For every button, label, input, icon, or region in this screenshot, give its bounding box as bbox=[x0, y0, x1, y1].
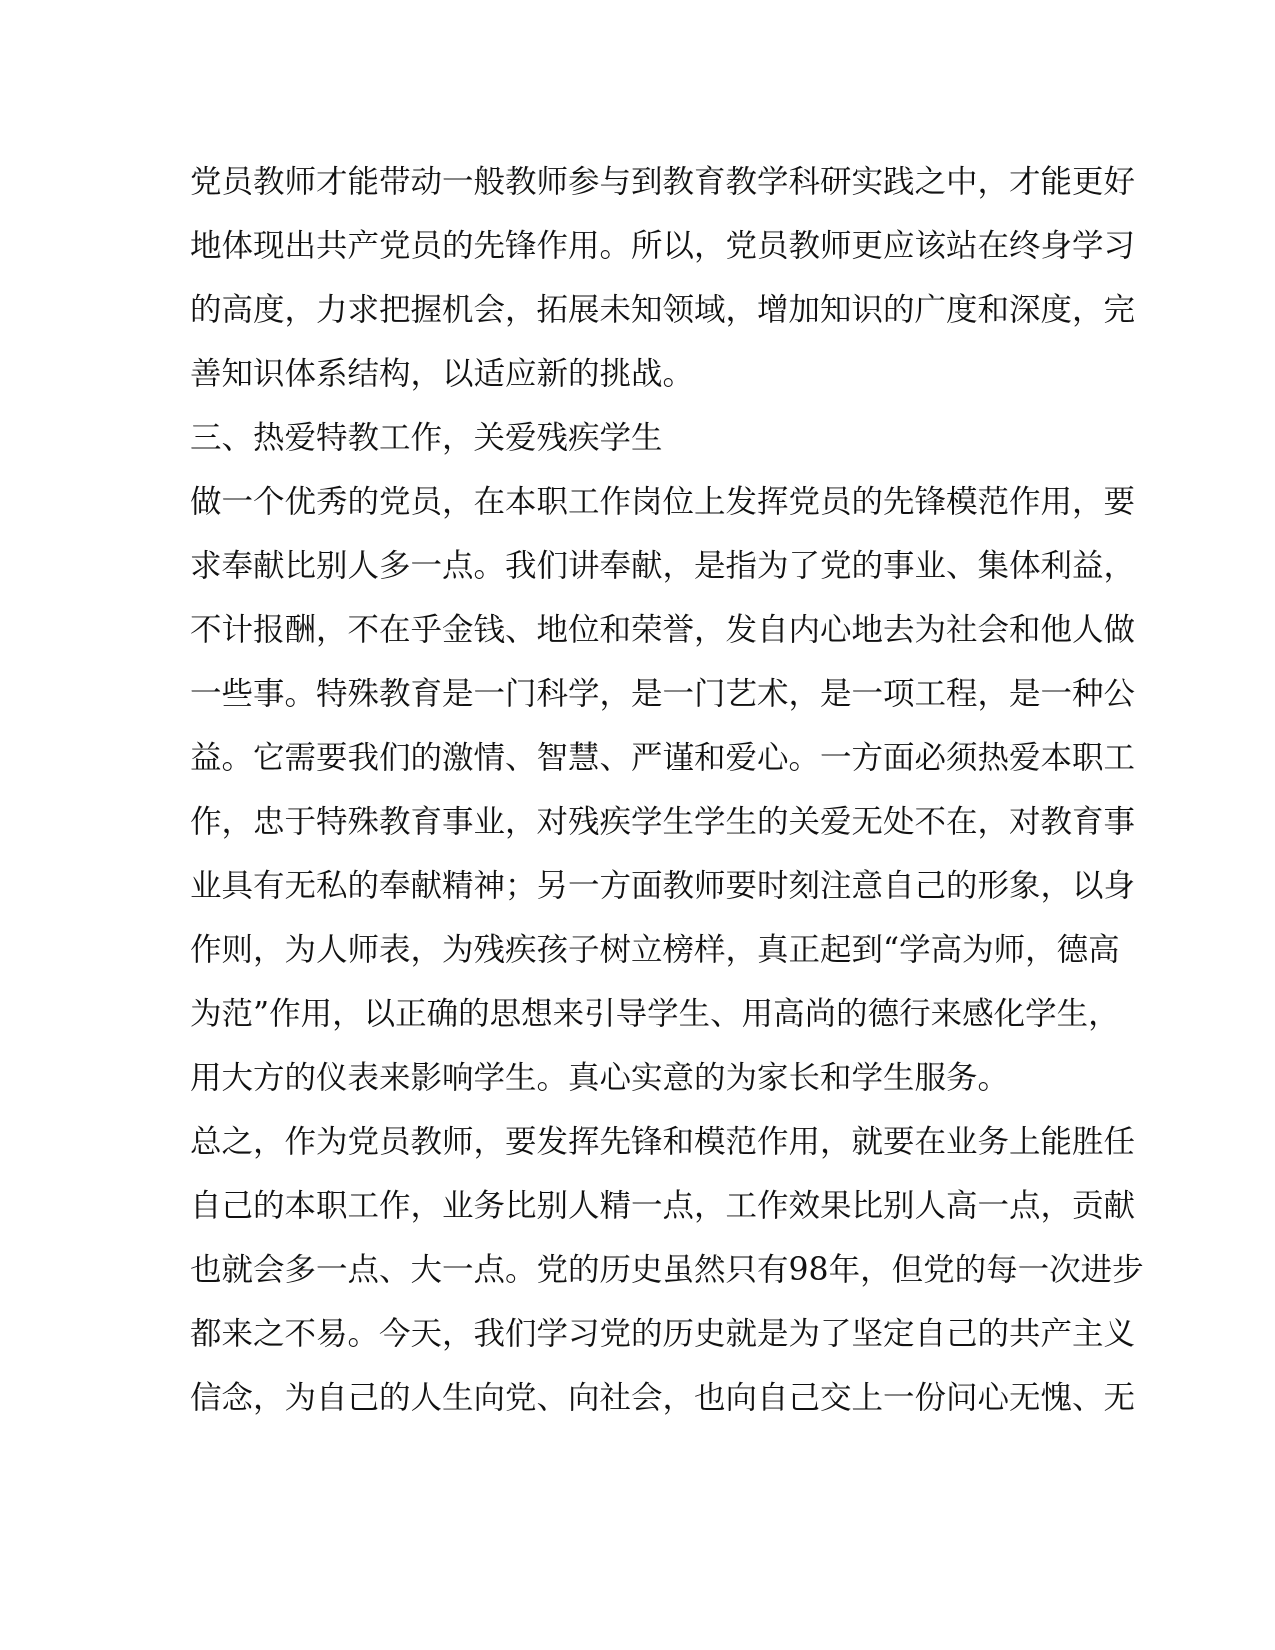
text-line: 善知识体系结构，以适应新的挑战。 bbox=[190, 356, 695, 392]
text-line: 的高度，力求把握机会，拓展未知领域，增加知识的广度和深度，完 bbox=[190, 292, 1136, 328]
text-line: 信念，为自己的人生向党、向社会，也向自己交上一份问心无愧、无 bbox=[190, 1380, 1136, 1416]
text-line: 为范”作用，以正确的思想来引导学生、用高尚的德行来感化学生， bbox=[190, 996, 1120, 1032]
text-line: 作则，为人师表，为残疾孩子树立榜样，真正起到“学高为师，德高 bbox=[190, 932, 1120, 968]
text-line: 总之，作为党员教师，要发挥先锋和模范作用，就要在业务上能胜任 bbox=[190, 1124, 1136, 1160]
text-line: 一些事。特殊教育是一门科学，是一门艺术，是一项工程，是一种公 bbox=[190, 676, 1136, 712]
text-line: 用大方的仪表来影响学生。真心实意的为家长和学生服务。 bbox=[190, 1060, 1010, 1096]
text-line: 业具有无私的奉献精神；另一方面教师要时刻注意自己的形象，以身 bbox=[190, 868, 1136, 904]
text-line: 作，忠于特殊教育事业，对残疾学生学生的关爱无处不在，对教育事 bbox=[190, 804, 1136, 840]
text-line: 做一个优秀的党员，在本职工作岗位上发挥党员的先锋模范作用，要 bbox=[190, 484, 1136, 520]
document-body bbox=[190, 150, 1144, 1430]
text-line: 益。它需要我们的激情、智慧、严谨和爱心。一方面必须热爱本职工 bbox=[190, 740, 1136, 776]
text-line: 自己的本职工作，业务比别人精一点，工作效果比别人高一点，贡献 bbox=[190, 1188, 1136, 1224]
text-line: 地体现出共产党员的先锋作用。所以，党员教师更应该站在终身学习 bbox=[190, 228, 1136, 264]
text-line: 不计报酬，不在乎金钱、地位和荣誉，发自内心地去为社会和他人做 bbox=[190, 612, 1136, 648]
text-line: 求奉献比别人多一点。我们讲奉献，是指为了党的事业、集体利益， bbox=[190, 548, 1136, 584]
text-line: 党员教师才能带动一般教师参与到教育教学科研实践之中，才能更好 bbox=[190, 164, 1136, 200]
section-heading: 三、热爱特教工作，关爱残疾学生 bbox=[190, 420, 663, 456]
text-line: 也就会多一点、大一点。党的历史虽然只有98年，但党的每一次进步 bbox=[190, 1252, 1144, 1288]
text-line: 都来之不易。今天，我们学习党的历史就是为了坚定自己的共产主义 bbox=[190, 1316, 1136, 1352]
